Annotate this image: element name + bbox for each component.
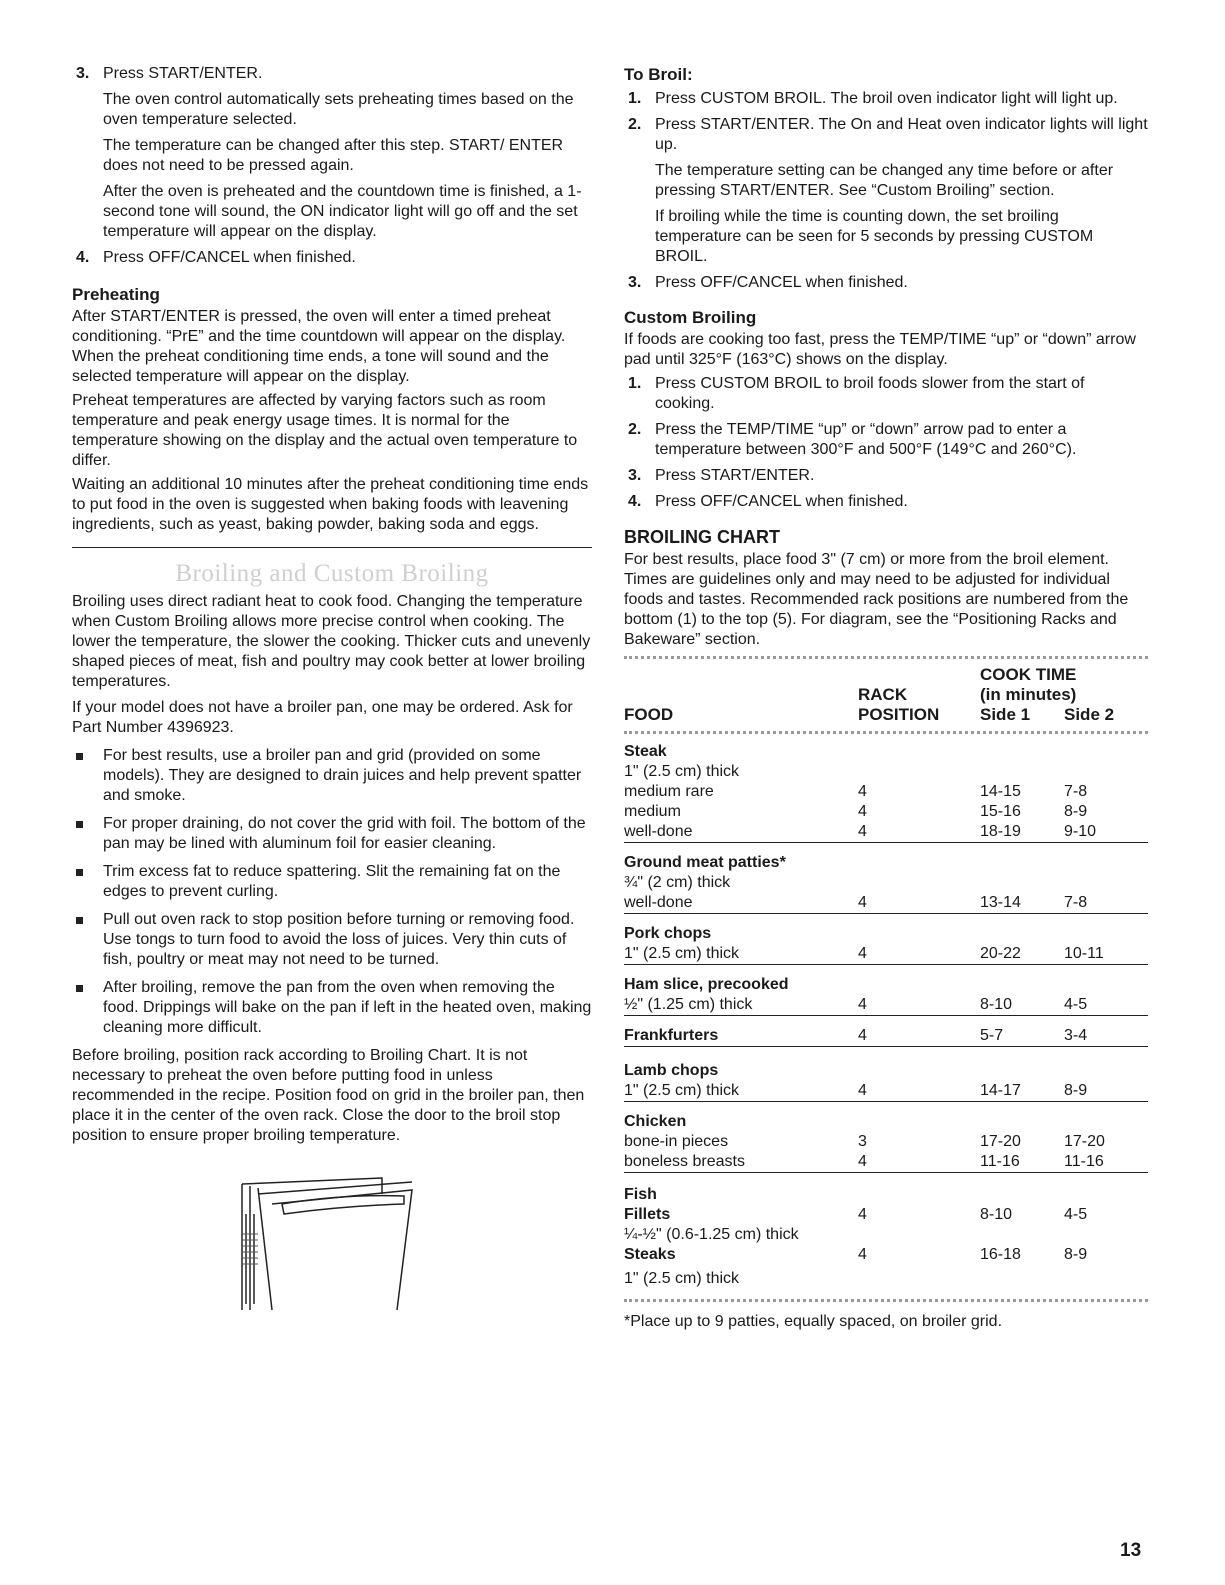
step-number: 4. (76, 249, 90, 266)
header-rack-line1: RACK (858, 685, 908, 704)
broiling-chart-table (624, 665, 1148, 725)
side-2-time: 7-8 (1064, 783, 1088, 800)
broiling-chart-intro: For best results, place food 3" (7 cm) or more from the broil element. Times are guidelines only and may need to be adjusted for individual foods and tastes. Recommended rack positions are numbered from the bottom (1) to the top (5). For diagram, see the “Positioning Racks and Bakeware” section. (624, 551, 1129, 648)
bullet-text: Trim excess fat to reduce spattering. Slit the remaining fat on the edges to prevent curling. (103, 863, 561, 900)
food-detail: ¼-½" (0.6-1.25 cm) thick (624, 1226, 799, 1243)
step-paragraph: If broiling while the time is counting down, the set broiling temperature can be seen for 5 seconds by pressing CUSTOM BROIL. (655, 208, 1094, 265)
step-number: 3. (76, 65, 90, 82)
custom-broiling-heading: Custom Broiling (624, 308, 757, 327)
rack-position: 4 (858, 803, 867, 820)
table-row (624, 1102, 1148, 1133)
broiling-chart-body (624, 742, 1148, 1289)
step-text: Press the TEMP/TIME “up” or “down” arrow pad to enter a temperature between 300°F and 500°F (149°C and 260°C). (655, 421, 1077, 458)
food-detail: ¾" (2 cm) thick (624, 874, 731, 891)
table-top-border (624, 656, 1148, 659)
food-item: bone-in pieces (624, 1133, 729, 1150)
side-1-time: 8-10 (980, 995, 1064, 1016)
section-title: Broiling and Custom Broiling (175, 560, 489, 587)
table-row (624, 1152, 1148, 1173)
side-2-time: 10-11 (1064, 944, 1148, 965)
side-2-time: 8-9 (1064, 1081, 1148, 1102)
header-cook-time (980, 665, 1148, 725)
broil-step-1 (624, 89, 1148, 109)
food-item: well-done (624, 822, 858, 843)
rack-position: 4 (858, 1016, 980, 1047)
side-1-time: 11-16 (980, 1152, 1064, 1173)
bullet-square-icon (76, 821, 83, 828)
food-group-name: Steak (624, 743, 667, 760)
bullet-item (72, 910, 592, 970)
rack-position: 4 (858, 893, 980, 914)
side-2-time: 7-8 (1064, 893, 1148, 914)
rack-position: 3 (858, 1133, 867, 1150)
custom-step-1 (624, 374, 1148, 414)
side-2-time: 4-5 (1064, 995, 1148, 1016)
step-number: 3. (628, 467, 642, 484)
table-row (624, 822, 1148, 843)
side-2-time: 4-5 (1064, 1206, 1088, 1223)
step-paragraph: The temperature setting can be changed any time before or after pressing START/ENTER. See “Custom Broiling” section. (655, 162, 1114, 199)
broil-step-2 (624, 115, 1148, 267)
step-text: Press START/ENTER. (103, 65, 263, 82)
custom-broiling-intro: If foods are cooking too fast, press the TEMP/TIME “up” or “down” arrow pad until 325°F (163°C) shows on the display. (624, 331, 1136, 368)
food-item: medium rare (624, 783, 714, 800)
table-row (624, 762, 1148, 782)
bullet-square-icon (76, 753, 83, 760)
header-cook-time-line2: (in minutes) (980, 685, 1077, 704)
step-text: Press CUSTOM BROIL to broil foods slower from the start of cooking. (655, 375, 1085, 412)
food-group-name: Pork chops (624, 925, 712, 942)
step-3 (72, 64, 592, 242)
table-row (624, 995, 1148, 1016)
food-item: 1" (2.5 cm) thick (624, 1081, 858, 1102)
side-1-time: 13-14 (980, 893, 1064, 914)
rack-position: 4 (858, 944, 980, 965)
step-text: Press OFF/CANCEL when finished. (655, 493, 908, 510)
food-item: boneless breasts (624, 1152, 858, 1173)
side-2-time: 8-9 (1064, 803, 1088, 820)
table-row (624, 1205, 1148, 1225)
table-bottom-border (624, 1299, 1148, 1302)
table-row (624, 802, 1148, 822)
table-header-border (624, 731, 1148, 734)
broil-paragraph: Broiling uses direct radiant heat to cook food. Changing the temperature when Custom Broiling allows more precise control when cooking. The lower the temperature, the slower the cooking. Thicker cuts and unevenly shaped pieces of meat, fish and poultry may cook better at lower broiling temperatures. (72, 593, 591, 690)
step-text: Press START/ENTER. The On and Heat oven indicator lights will light up. (655, 116, 1148, 153)
custom-step-2 (624, 420, 1148, 460)
table-row (624, 1081, 1148, 1102)
table-row (624, 914, 1148, 945)
food-group-name: Lamb chops (624, 1062, 719, 1079)
table-row (624, 1225, 1148, 1245)
rack-position: 4 (858, 995, 980, 1016)
preheating-heading: Preheating (72, 285, 160, 304)
table-row (624, 1132, 1148, 1152)
to-broil-heading: To Broil: (624, 65, 693, 84)
side-2-time: 8-9 (1064, 1246, 1088, 1263)
bullet-text: After broiling, remove the pan from the oven when removing the food. Drippings will bake on the pan if left in the heated oven, making cleaning more difficult. (103, 979, 592, 1036)
step-text: Press OFF/CANCEL when finished. (655, 274, 908, 291)
table-row (624, 782, 1148, 802)
table-row (624, 1173, 1148, 1206)
food-item: Fillets (624, 1206, 671, 1223)
rack-position: 4 (858, 1152, 980, 1173)
side-2-time: 17-20 (1064, 1133, 1105, 1150)
table-row (624, 1047, 1148, 1082)
food-group-name: Chicken (624, 1113, 687, 1130)
food-group-name: Fish (624, 1186, 657, 1203)
food-item: Steaks (624, 1246, 676, 1263)
table-row (624, 944, 1148, 965)
step-text: Press OFF/CANCEL when finished. (103, 249, 356, 266)
food-item: well-done (624, 893, 858, 914)
left-column (72, 64, 592, 1320)
side-1-time: 18-19 (980, 822, 1064, 843)
broiling-chart-heading: BROILING CHART (624, 527, 780, 547)
bullet-square-icon (76, 917, 83, 924)
bullet-item (72, 862, 592, 902)
header-rack-line2: POSITION (858, 705, 940, 724)
rack-position: 4 (858, 1246, 867, 1263)
bullet-text: Pull out oven rack to stop position before turning or removing food. Use tongs to turn food to avoid the loss of juices. Very thin cuts of fish, poultry or meat may not need to be turned. (103, 911, 575, 968)
table-header-row (624, 665, 1148, 725)
bullet-square-icon (76, 869, 83, 876)
closing-paragraph: Before broiling, position rack according to Broiling Chart. It is not necessary to preheat the oven before putting food in unless recommended in the recipe. Position food on grid in the broiler pan, then place it in the center of the oven rack. Close the door to the broil stop position to ensure proper broiling temperature. (72, 1047, 585, 1144)
step-paragraph: After the oven is preheated and the countdown time is finished, a 1-second tone will sound, the ON indicator light will go off and the set temperature will appear on the display. (103, 183, 582, 240)
preheating-paragraph: Waiting an additional 10 minutes after the preheat conditioning time ends to put food in the oven is suggested when baking foods with leavening ingredients, such as yeast, baking powder, baking soda and eggs. (72, 476, 589, 533)
bullet-text: For proper draining, do not cover the grid with foil. The bottom of the pan may be lined with aluminum foil for easier cleaning. (103, 815, 586, 852)
broil-paragraph: If your model does not have a broiler pan, one may be ordered. Ask for Part Number 4396923. (72, 699, 573, 736)
bullet-item (72, 978, 592, 1038)
broil-step-3 (624, 273, 1148, 293)
bullet-item (72, 746, 592, 806)
side-1-time: 5-7 (980, 1016, 1064, 1047)
table-row (624, 1245, 1148, 1265)
table-row (624, 893, 1148, 914)
header-rack (858, 665, 980, 725)
bullet-square-icon (76, 985, 83, 992)
custom-step-3 (624, 466, 1148, 486)
table-footnote: *Place up to 9 patties, equally spaced, on broiler grid. (624, 1313, 1003, 1330)
step-text: Press START/ENTER. (655, 467, 815, 484)
step-number: 1. (628, 90, 642, 107)
step-paragraph: The temperature can be changed after this step. START/ ENTER does not need to be pressed again. (103, 137, 564, 174)
step-number: 1. (628, 375, 642, 392)
bullet-text: For best results, use a broiler pan and grid (provided on some models). They are designed to drain juices and help prevent spatter and smoke. (103, 747, 582, 804)
step-number: 2. (628, 116, 642, 133)
table-row (624, 843, 1148, 874)
side-1-time: 20-22 (980, 944, 1064, 965)
table-row (624, 965, 1148, 996)
food-item: medium (624, 803, 681, 820)
side-1-time: 8-10 (980, 1206, 1013, 1223)
step-number: 4. (628, 493, 642, 510)
table-row (624, 873, 1148, 893)
rack-position: 4 (858, 1081, 980, 1102)
step-text: Press CUSTOM BROIL. The broil oven indicator light will light up. (655, 90, 1118, 107)
table-row (624, 1265, 1148, 1289)
side-1-time: 16-18 (980, 1246, 1021, 1263)
preheating-paragraph: Preheat temperatures are affected by varying factors such as room temperature and peak energy usage times. It is normal for the temperature showing on the display and the actual oven temperature to differ. (72, 392, 578, 469)
food-group-name: Ground meat patties* (624, 854, 786, 871)
bullet-item (72, 814, 592, 854)
side-2-time: 3-4 (1064, 1016, 1148, 1047)
rack-position: 4 (858, 783, 867, 800)
food-group-name: Frankfurters (624, 1016, 858, 1047)
rack-position: 4 (858, 1206, 867, 1223)
food-item: 1" (2.5 cm) thick (624, 944, 858, 965)
food-detail: 1" (2.5 cm) thick (624, 1270, 740, 1287)
header-cook-time-line1: COOK TIME (980, 665, 1077, 684)
step-paragraph: The oven control automatically sets preheating times based on the oven temperature selected. (103, 91, 574, 128)
section-divider (72, 547, 592, 548)
side-1-time: 14-15 (980, 783, 1021, 800)
preheating-paragraph: After START/ENTER is pressed, the oven will enter a timed preheat conditioning. “PrE” and the time countdown will appear on the display. When the preheat conditioning time ends, a tone will sound and the selected temperature will appear on the display. (72, 308, 566, 385)
custom-step-4 (624, 492, 1148, 512)
side-2-time: 9-10 (1064, 822, 1148, 843)
right-column (624, 64, 1148, 1332)
side-1-time: 17-20 (980, 1133, 1021, 1150)
header-side-2: Side 2 (1064, 705, 1115, 724)
step-number: 3. (628, 274, 642, 291)
table-row (624, 742, 1148, 762)
oven-door-broil-stop-illustration (232, 1174, 432, 1314)
food-group-name: Ham slice, precooked (624, 976, 789, 993)
step-4 (72, 248, 592, 268)
side-1-time: 14-17 (980, 1081, 1064, 1102)
header-side-1: Side 1 (980, 705, 1031, 724)
page-number: 13 (1120, 1540, 1142, 1561)
step-number: 2. (628, 421, 642, 438)
rack-position: 4 (858, 822, 980, 843)
side-1-time: 15-16 (980, 803, 1021, 820)
food-detail: 1" (2.5 cm) thick (624, 763, 740, 780)
side-2-time: 11-16 (1064, 1152, 1148, 1173)
table-row (624, 1016, 1148, 1047)
header-food: FOOD (624, 705, 674, 724)
food-item: ½" (1.25 cm) thick (624, 995, 858, 1016)
